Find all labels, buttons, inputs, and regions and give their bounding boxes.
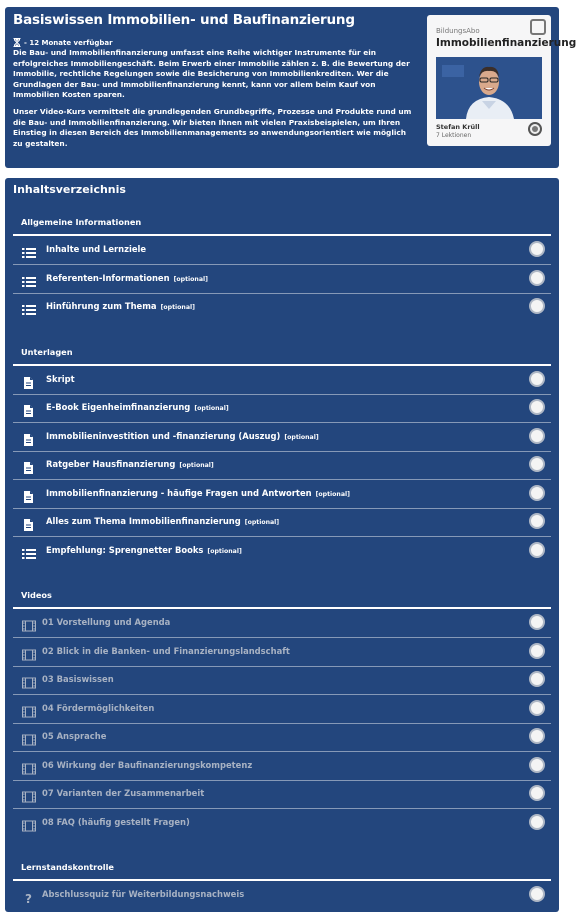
- document-icon: [22, 488, 36, 500]
- toc-item[interactable]: [13, 293, 551, 321]
- description-paragraph-2: Unser Video-Kurs vermittelt die grundlegenden Grundbegriffe, Prozesse und Produkte rund um die Bau- und Immobilienfinanzierung. Wir bieten Ihnen mit vielen Praxisbeispielen, um Ihren Einstieg in diesen Bereich des Immobilienmanagements so anwendungsorientiert wie möglich zu gestalten.: [13, 106, 412, 148]
- completion-status-circle[interactable]: [529, 428, 545, 444]
- toc-item-label: 05 Ansprache: [42, 731, 107, 741]
- film-icon: [22, 817, 36, 829]
- film-icon: [22, 703, 36, 715]
- optional-tag: [optional]: [160, 304, 195, 311]
- film-icon: [22, 617, 36, 629]
- thumbnail-lessons: 7 Lektionen: [436, 132, 472, 139]
- completion-status-circle[interactable]: [529, 814, 545, 830]
- thumbnail-brand: BildungsAbo: [436, 27, 480, 35]
- question-icon: [22, 889, 36, 906]
- document-icon: [22, 516, 36, 528]
- svg-text:?: ?: [25, 892, 32, 906]
- toc-section: [13, 338, 551, 366]
- toc-item-label: Immobilienfinanzierung - häufige Fragen und Antworten [optional]: [46, 487, 350, 498]
- film-icon: [22, 760, 36, 772]
- thumbnail-author: Stefan Krüll: [436, 123, 480, 131]
- toc-item[interactable]: [13, 451, 551, 480]
- document-icon: [22, 431, 36, 443]
- completion-status-circle[interactable]: [529, 757, 545, 773]
- toc-item-label: 01 Vorstellung und Agenda: [42, 617, 171, 627]
- completion-status-circle[interactable]: [529, 542, 545, 558]
- optional-tag: [optional]: [173, 275, 208, 283]
- toc-title: Inhaltsverzeichnis: [13, 183, 126, 196]
- film-icon: [22, 674, 36, 686]
- completion-status-circle[interactable]: [529, 399, 545, 415]
- toc-item[interactable]: [13, 695, 551, 724]
- completion-status-circle[interactable]: [529, 456, 545, 472]
- toc-item[interactable]: [13, 366, 551, 395]
- document-icon: [22, 374, 36, 386]
- completion-status-circle[interactable]: [529, 298, 545, 314]
- completion-status-circle[interactable]: [529, 886, 545, 902]
- toc-item-label: 08 FAQ (häufig gestellt Fragen): [42, 816, 190, 827]
- toc-section: [13, 581, 551, 609]
- toc-item[interactable]: [13, 609, 551, 638]
- completion-status-circle[interactable]: [529, 371, 545, 387]
- list-icon: [22, 301, 36, 313]
- list-icon: [22, 545, 36, 557]
- optional-tag: [optional]: [194, 405, 229, 412]
- toc-item[interactable]: [13, 723, 551, 752]
- availability: [13, 38, 113, 47]
- toc-item-label: Inhalte und Lernziele: [46, 244, 147, 254]
- list-icon: [22, 273, 36, 285]
- availability-text: - 12 Monate verfügbar: [24, 38, 113, 47]
- toc-item-label: 07 Varianten der Zusammenarbeit: [42, 788, 205, 798]
- document-icon: [22, 402, 36, 414]
- toc-item[interactable]: [13, 809, 551, 837]
- optional-tag: [optional]: [284, 433, 319, 441]
- film-icon: [22, 731, 36, 743]
- toc-item-label: Referenten-Informationen [optional]: [46, 272, 208, 283]
- toc-item-label: 03 Basiswissen: [42, 674, 114, 684]
- toc-item[interactable]: [13, 508, 551, 537]
- toc-item-label: Immobilieninvestition und -finanzierung (Auszug) [optional]: [46, 430, 319, 441]
- completion-status-circle[interactable]: [529, 700, 545, 716]
- optional-tag: [optional]: [315, 490, 350, 498]
- completion-status-circle[interactable]: [529, 728, 545, 744]
- thumbnail-title: Immobilienfinanzierung: [436, 37, 576, 49]
- completion-status-circle[interactable]: [529, 785, 545, 801]
- toc-item-label: Skript: [46, 373, 75, 384]
- toc-item[interactable]: [13, 394, 551, 423]
- completion-status-circle[interactable]: [529, 241, 545, 257]
- course-title: Basiswissen Immobilien- und Baufinanzierung: [13, 12, 355, 28]
- list-icon: [22, 244, 36, 256]
- table-of-contents-panel: [5, 178, 559, 912]
- instructor-photo: [436, 57, 542, 119]
- completion-status-circle[interactable]: [529, 614, 545, 630]
- toc-item-label: E-Book Eigenheimfinanzierung [optional]: [46, 402, 229, 412]
- toc-item[interactable]: [13, 480, 551, 509]
- bookmark-icon: [530, 19, 546, 35]
- toc-item-label: Empfehlung: Sprengnetter Books [optional]: [46, 544, 242, 555]
- hourglass-icon: [13, 38, 21, 47]
- toc-item-label: 02 Blick in die Banken- und Finanzierungslandschaft: [42, 645, 290, 656]
- instructor-portrait-icon: [436, 57, 542, 119]
- toc-item-label: Hinführung zum Thema [optional]: [46, 301, 195, 311]
- quality-seal-icon: [527, 121, 543, 137]
- film-icon: [22, 646, 36, 658]
- course-description: [13, 48, 413, 155]
- toc-item[interactable]: [13, 638, 551, 667]
- section-title: Unterlagen: [21, 346, 73, 357]
- toc-item[interactable]: [13, 423, 551, 452]
- film-icon: [22, 788, 36, 800]
- toc-item[interactable]: [13, 752, 551, 781]
- toc-item[interactable]: [13, 666, 551, 695]
- completion-status-circle[interactable]: [529, 513, 545, 529]
- optional-tag: [optional]: [207, 547, 242, 555]
- course-thumbnail[interactable]: [427, 15, 576, 146]
- toc-item-label: Abschlussquiz für Weiterbildungsnachweis: [42, 889, 245, 899]
- optional-tag: [optional]: [179, 462, 214, 469]
- completion-status-circle[interactable]: [529, 643, 545, 659]
- section-title: Videos: [21, 590, 52, 600]
- section-title: Lernstandskontrolle: [21, 862, 114, 872]
- section-title: Allgemeine Informationen: [21, 217, 142, 227]
- document-icon: [22, 459, 36, 471]
- toc-item-label: Alles zum Thema Immobilienfinanzierung [optional]: [46, 516, 280, 526]
- completion-status-circle[interactable]: [529, 270, 545, 286]
- optional-tag: [optional]: [244, 519, 280, 526]
- toc-item-label: 06 Wirkung der Baufinanzierungskompetenz: [42, 759, 253, 770]
- toc-item[interactable]: [13, 236, 551, 265]
- toc-item[interactable]: [13, 780, 551, 809]
- toc-section: [13, 208, 551, 236]
- course-header-panel: [5, 7, 576, 168]
- toc-item[interactable]: [13, 265, 551, 294]
- completion-status-circle[interactable]: [529, 485, 545, 501]
- toc-item-label: Ratgeber Hausfinanzierung [optional]: [46, 459, 214, 469]
- toc-item-label: 04 Fördermöglichkeiten: [42, 702, 155, 713]
- toc-item[interactable]: [13, 881, 551, 909]
- completion-status-circle[interactable]: [529, 671, 545, 687]
- toc-item[interactable]: [13, 537, 551, 565]
- toc-section: [13, 853, 551, 881]
- description-paragraph-1: Die Bau- und Immobilienfinanzierung umfasst eine Reihe wichtiger Instrumente für ein erfolgreiches Immobiliengeschäft. Beim Erwerb einer Immobilie zählen z. B. die Bewertung der Immobilie, rechtliche Regelungen sowie die Besicherung von Immobilienkrediten. Wer die Grundlagen der Bau- und Immobilienfinanzierung kennt, kann vor allem beim Kauf von Immobilien Kosten sparen.: [13, 48, 410, 100]
